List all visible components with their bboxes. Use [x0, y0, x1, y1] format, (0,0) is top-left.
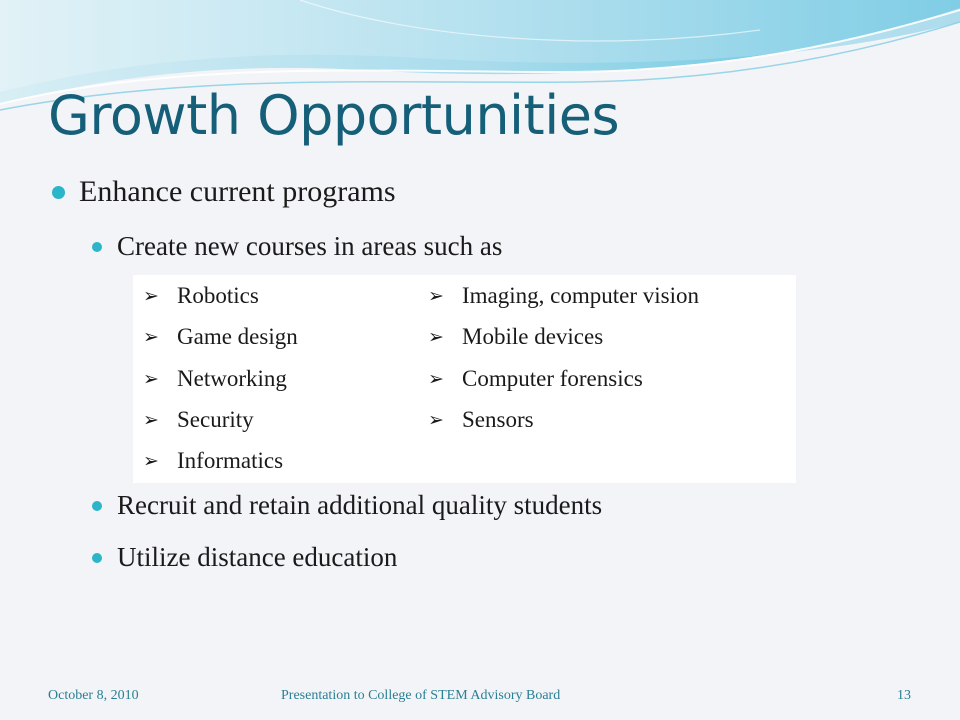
sub-bullet-distance-education	[92, 542, 397, 573]
arrow-bullet-icon: ➢	[428, 285, 444, 307]
arrow-bullet-icon: ➢	[428, 409, 444, 431]
bullet-dot-icon	[92, 242, 102, 252]
course-item-mobile-devices: ➢ Mobile devices	[428, 324, 604, 349]
course-item-sensors: ➢ Sensors	[428, 407, 534, 432]
course-item-computer-forensics: ➢ Computer forensics	[428, 366, 643, 391]
bullet-dot-icon	[52, 186, 65, 199]
course-item-networking: ➢ Networking	[143, 366, 287, 391]
bullet-dot-icon	[92, 501, 102, 511]
arrow-bullet-icon: ➢	[143, 326, 159, 348]
sub-bullet-create-courses	[92, 231, 502, 262]
slide-title: Growth Opportunities	[48, 84, 620, 147]
course-list-box	[133, 275, 796, 483]
arrow-bullet-icon: ➢	[143, 285, 159, 307]
sub-bullet-recruit-students	[92, 490, 602, 521]
arrow-bullet-icon: ➢	[143, 368, 159, 390]
bullet-text: Create new courses in areas such as	[117, 231, 503, 261]
arrow-bullet-icon: ➢	[143, 450, 159, 472]
bullet-enhance-programs	[52, 175, 396, 209]
course-item-robotics: ➢ Robotics	[143, 283, 259, 308]
arrow-bullet-icon: ➢	[428, 326, 444, 348]
bullet-dot-icon	[92, 553, 102, 563]
course-item-security: ➢ Security	[143, 407, 254, 432]
course-item-game-design: ➢ Game design	[143, 324, 298, 349]
arrow-bullet-icon: ➢	[143, 409, 159, 431]
course-item-informatics: ➢ Informatics	[143, 448, 284, 473]
footer-presentation-title: Presentation to College of STEM Advisory Board	[281, 688, 561, 703]
footer-date: October 8, 2010	[48, 688, 139, 703]
bullet-text: Recruit and retain additional quality students	[117, 490, 603, 520]
footer-page-number: 13	[897, 688, 911, 703]
bullet-text: Utilize distance education	[117, 542, 398, 572]
bullet-text: Enhance current programs	[79, 175, 396, 208]
course-item-imaging: ➢ Imaging, computer vision	[428, 283, 699, 308]
arrow-bullet-icon: ➢	[428, 368, 444, 390]
